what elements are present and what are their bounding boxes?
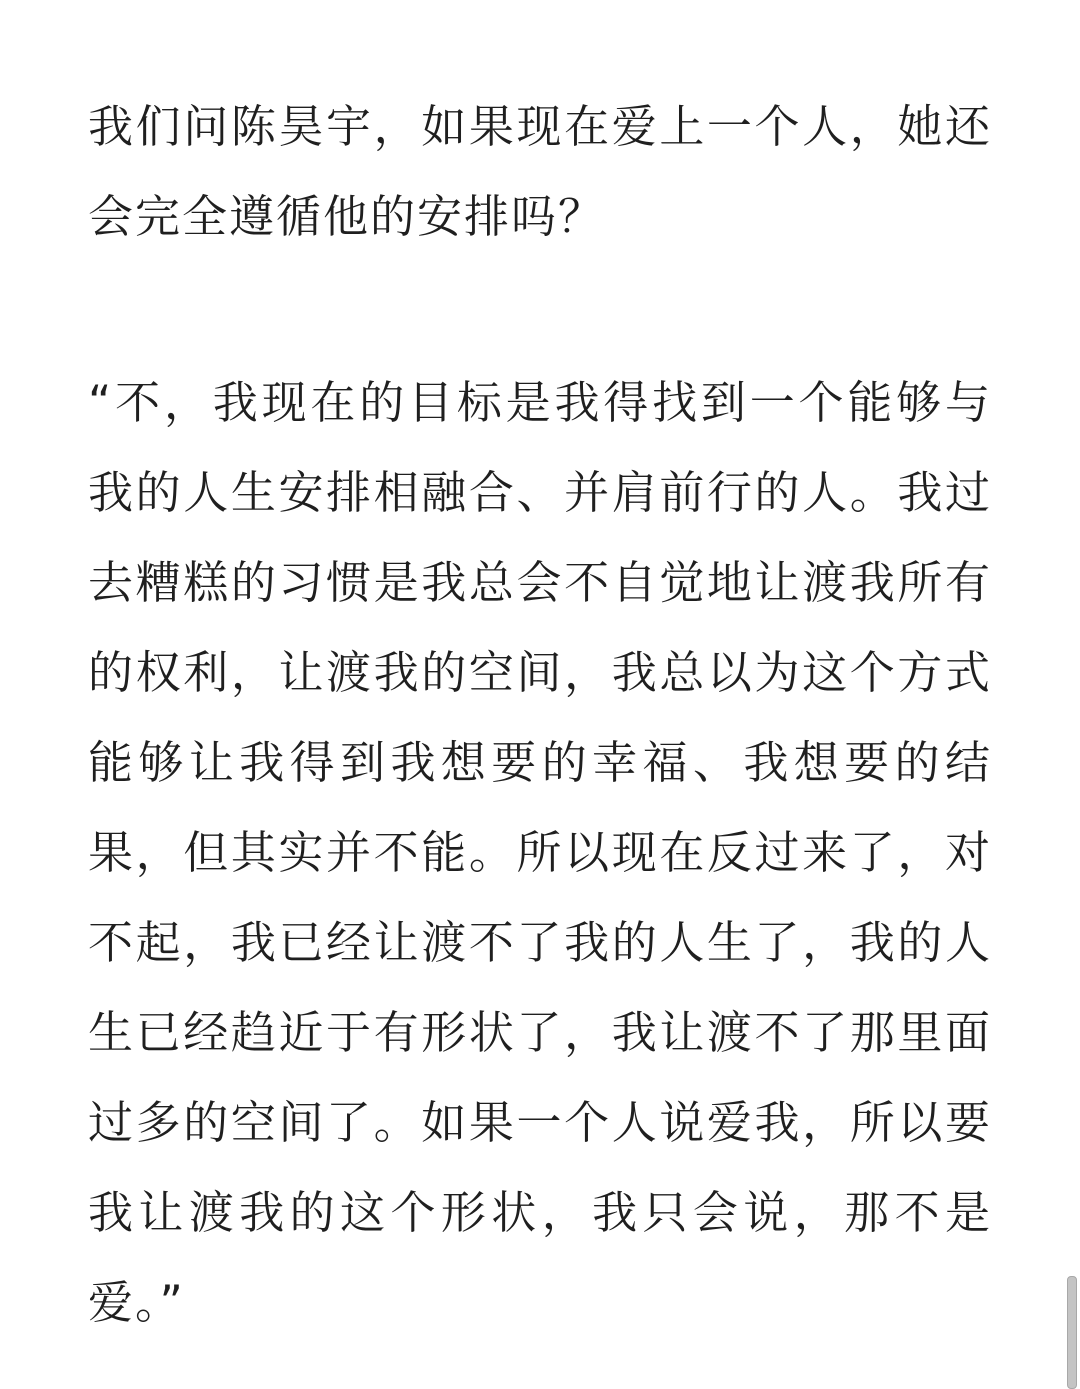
vertical-scrollbar[interactable] [1064, 1276, 1080, 1389]
paragraph-quote: “不，我现在的目标是我得找到一个能够与我的人生安排相融合、并肩前行的人。我过去糟糕的习惯是我总会不自觉地让渡我所有的权利，让渡我的空间，我总以为这个方式能够让我得到我想要的幸福、我想要的结果，但其实并不能。所以现在反过来了，对不起，我已经让渡不了我的人生了，我的人生已经趋近于有形状了，我让渡不了那里面过多的空间了。如果一个人说爱我，所以要我让渡我的这个形状，我只会说，那不是爱。” [88, 376, 992, 1329]
article-body [88, 82, 992, 1348]
scrollbar-thumb[interactable] [1067, 1276, 1077, 1389]
paragraph-question: 我们问陈昊宇，如果现在爱上一个人，她还会完全遵循他的安排吗？ [88, 100, 992, 243]
